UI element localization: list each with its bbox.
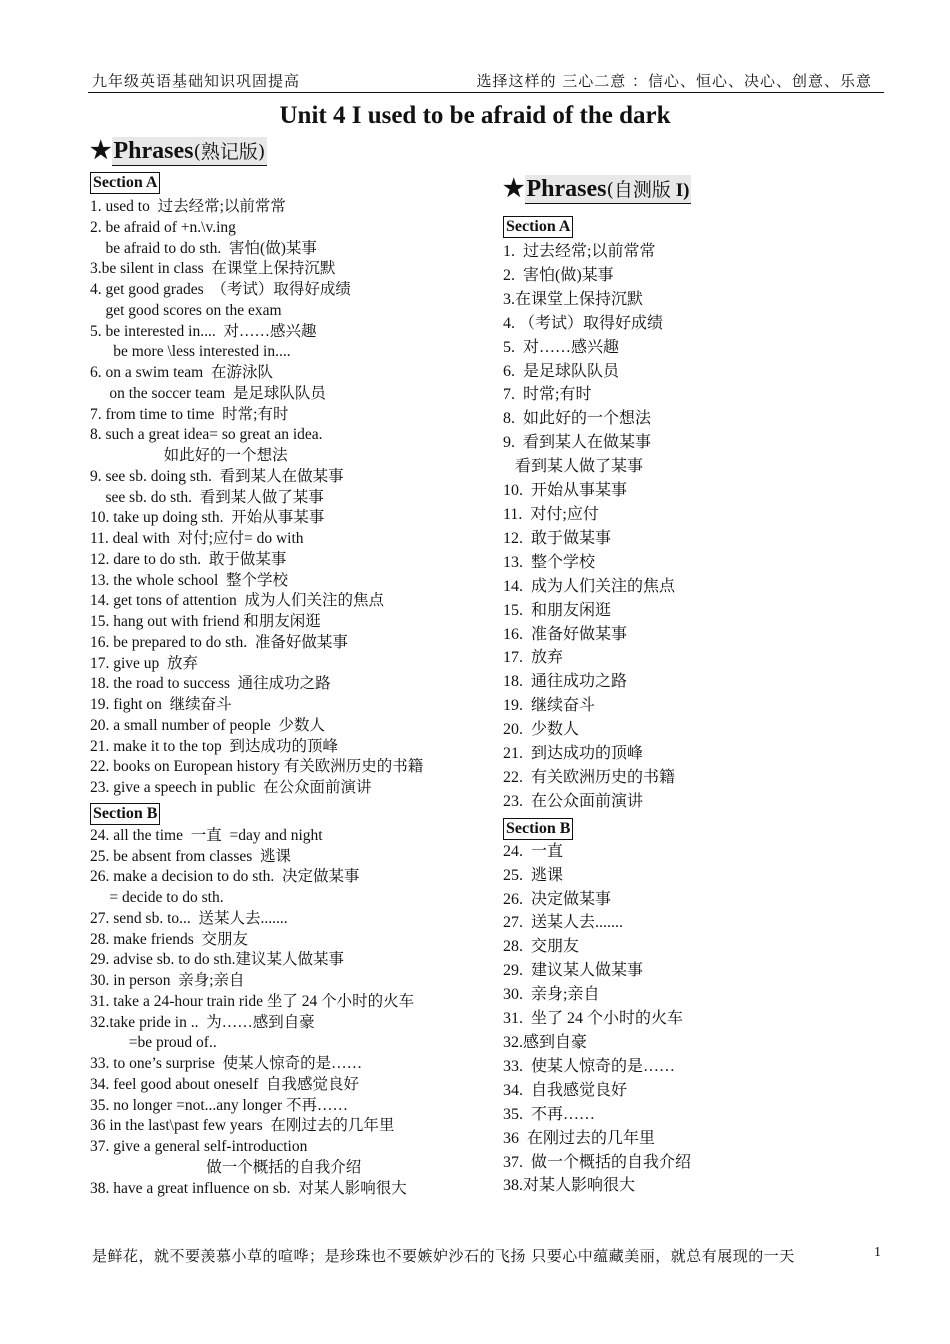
list-item: 3.be silent in class 在课堂上保持沉默 xyxy=(90,260,336,278)
list-item: 11. deal with 对付;应付= do with xyxy=(90,530,304,547)
list-item: 12. dare to do sth. 敢于做某事 xyxy=(90,550,287,568)
list-item: 34. 自我感觉良好 xyxy=(503,1081,628,1099)
list-item: see sb. do sth. 看到某人做了某事 xyxy=(90,488,324,506)
list-item: 2. be afraid of +n.\v.ing xyxy=(90,218,236,236)
list-item: 38. have a great influence on sb. 对某人影响很大 xyxy=(90,1179,407,1197)
list-item: 18. the road to success 通往成功之路 xyxy=(90,675,331,693)
list-item: 24. all the time 一直 =day and night xyxy=(90,826,323,844)
list-item: 2. 害怕(做)某事 xyxy=(503,266,614,284)
list-item: 26. make a decision to do sth. 决定做某事 xyxy=(90,868,360,886)
page-number: 1 xyxy=(874,1245,881,1260)
list-item: 33. to one’s surprise 使某人惊奇的是…… xyxy=(90,1055,363,1072)
left-column xyxy=(90,136,423,1199)
list-item: 22. 有关欧洲历史的书籍 xyxy=(503,768,676,786)
list-item: 28. 交朋友 xyxy=(503,938,580,956)
list-item: 14. 成为人们关注的焦点 xyxy=(503,577,676,595)
list-item: 16. 准备好做某事 xyxy=(503,625,628,643)
right-section-b-list xyxy=(503,840,691,1199)
list-item: 11. 对付;应付 xyxy=(503,505,599,523)
list-item: 22. books on European history 有关欧洲历史的书籍 xyxy=(90,758,424,776)
list-item: 15. hang out with friend 和朋友闲逛 xyxy=(90,613,321,630)
list-item: 4. get good grades （考试）取得好成绩 xyxy=(90,281,351,298)
list-item: 25. be absent from classes 逃课 xyxy=(90,847,292,865)
list-item: 31. 坐了 24 个小时的火车 xyxy=(503,1010,684,1028)
list-item: 33. 使某人惊奇的是…… xyxy=(503,1057,676,1075)
left-section-b-label: Section B xyxy=(90,803,160,825)
list-item: 13. 整个学校 xyxy=(503,553,596,571)
right-section-a-label: Section A xyxy=(503,216,573,238)
list-item: 35. 不再…… xyxy=(503,1105,596,1123)
list-item: 27. send sb. to... 送某人去....... xyxy=(90,909,288,927)
list-item: be afraid to do sth. 害怕(做)某事 xyxy=(90,239,317,257)
list-item: 24. 一直 xyxy=(503,842,564,860)
header-right: 选择这样的 三心二意 ：信心、恒心、决心、创意、乐意 xyxy=(476,72,872,90)
list-item: 34. feel good about oneself 自我感觉良好 xyxy=(90,1075,360,1093)
list-item: 37. 做一个概括的自我介绍 xyxy=(503,1153,692,1171)
left-heading-sub: (熟记版) xyxy=(193,141,266,163)
list-item: 19. fight on 继续奋斗 xyxy=(90,696,232,713)
list-item: 3.在课堂上保持沉默 xyxy=(503,290,644,308)
list-item: 15. 和朋友闲逛 xyxy=(503,601,612,619)
list-item: = decide to do sth. xyxy=(90,889,224,906)
list-item: 做一个概括的自我介绍 xyxy=(90,1158,362,1176)
right-phrases-heading xyxy=(503,174,691,204)
header-rule xyxy=(88,92,884,93)
right-heading-sub: (自测版 xyxy=(606,179,671,201)
list-item: 5. be interested in.... 对……感兴趣 xyxy=(90,322,317,340)
list-item: 32.感到自豪 xyxy=(503,1034,588,1051)
list-item: 32.take pride in .. 为……感到自豪 xyxy=(90,1013,315,1031)
list-item: 31. take a 24-hour train ride 坐了 24 个小时的火车 xyxy=(90,992,415,1010)
list-item: 1. 过去经常;以前常常 xyxy=(503,243,656,260)
list-item: 26. 决定做某事 xyxy=(503,890,612,908)
list-item: 10. take up doing sth. 开始从事某事 xyxy=(90,509,325,527)
list-item: 8. 如此好的一个想法 xyxy=(503,410,652,428)
list-item: 18. 通往成功之路 xyxy=(503,673,628,691)
left-section-a-label: Section A xyxy=(90,172,160,194)
right-section-a-list xyxy=(503,240,691,814)
list-item: 12. 敢于做某事 xyxy=(503,529,612,547)
footer-motto: 是鲜花，就不要羡慕小草的喧哗；是珍珠也不要嫉妒沙石的飞扬 只要心中蕴藏美丽，就总有展现的一天 xyxy=(92,1247,795,1265)
right-heading-text: Phrases xyxy=(526,176,607,202)
list-item: 10. 开始从事某事 xyxy=(503,482,628,500)
list-item: 6. 是足球队队员 xyxy=(503,362,620,380)
list-item: 23. 在公众面前演讲 xyxy=(503,792,644,810)
list-item: be more \less interested in.... xyxy=(90,343,291,361)
list-item: 13. the whole school 整个学校 xyxy=(90,571,289,589)
left-heading-text: Phrases xyxy=(113,138,194,164)
left-phrases-heading xyxy=(90,136,423,166)
list-item: 14. get tons of attention 成为人们关注的焦点 xyxy=(90,592,385,610)
list-item: 6. on a swim team 在游泳队 xyxy=(90,364,273,381)
list-item: 38.对某人影响很大 xyxy=(503,1177,636,1195)
list-item: 7. 时常;有时 xyxy=(503,386,592,404)
list-item: 25. 逃课 xyxy=(503,866,564,884)
list-item: =be proud of.. xyxy=(90,1034,217,1052)
list-item: 5. 对……感兴趣 xyxy=(503,338,620,356)
list-item: 29. advise sb. to do sth.建议某人做某事 xyxy=(90,951,345,969)
list-item: 37. give a general self-introduction xyxy=(90,1138,308,1155)
right-section-b-label: Section B xyxy=(503,818,573,840)
list-item: 20. a small number of people 少数人 xyxy=(90,716,326,734)
list-item: 4. （考试）取得好成绩 xyxy=(503,314,664,332)
list-item: 21. make it to the top 到达成功的顶峰 xyxy=(90,737,338,755)
star-icon: ★ xyxy=(90,138,112,164)
page-title: Unit 4 I used to be afraid of the dark xyxy=(279,102,671,129)
list-item: 30. 亲身;亲自 xyxy=(503,986,600,1004)
list-item: 8. such a great idea= so great an idea. xyxy=(90,426,323,444)
list-item: 36 in the last\past few years 在刚过去的几年里 xyxy=(90,1117,395,1135)
left-section-b-list xyxy=(90,826,423,1200)
list-item: 23. give a speech in public 在公众面前演讲 xyxy=(90,779,372,796)
list-item: 30. in person 亲身;亲自 xyxy=(90,972,245,989)
right-heading-sub2: I) xyxy=(670,180,690,201)
list-item: 1. used to 过去经常;以前常常 xyxy=(90,198,286,215)
list-item: 29. 建议某人做某事 xyxy=(503,962,644,980)
list-item: 9. see sb. doing sth. 看到某人在做某事 xyxy=(90,467,344,485)
list-item: 36 在刚过去的几年里 xyxy=(503,1129,656,1147)
list-item: 19. 继续奋斗 xyxy=(503,697,596,715)
list-item: 20. 少数人 xyxy=(503,721,580,739)
header-left: 九年级英语基础知识巩固提高 xyxy=(92,72,301,90)
list-item: 17. 放弃 xyxy=(503,649,564,667)
list-item: 27. 送某人去....... xyxy=(503,914,624,932)
list-item: 17. give up 放弃 xyxy=(90,654,199,672)
list-item: 9. 看到某人在做某事 xyxy=(503,434,652,452)
list-item: 16. be prepared to do sth. 准备好做某事 xyxy=(90,633,348,651)
list-item: 28. make friends 交朋友 xyxy=(90,930,248,948)
list-item: 7. from time to time 时常;有时 xyxy=(90,405,289,423)
list-item: get good scores on the exam xyxy=(90,301,282,319)
right-column xyxy=(503,174,691,1198)
list-item: 21. 到达成功的顶峰 xyxy=(503,745,644,763)
left-section-a-list xyxy=(90,197,423,799)
list-item: 看到某人做了某事 xyxy=(503,458,644,476)
list-item: 如此好的一个想法 xyxy=(90,447,288,464)
list-item: on the soccer team 是足球队队员 xyxy=(90,384,326,402)
list-item: 35. no longer =not...any longer 不再…… xyxy=(90,1096,348,1114)
star-icon: ★ xyxy=(503,176,525,202)
